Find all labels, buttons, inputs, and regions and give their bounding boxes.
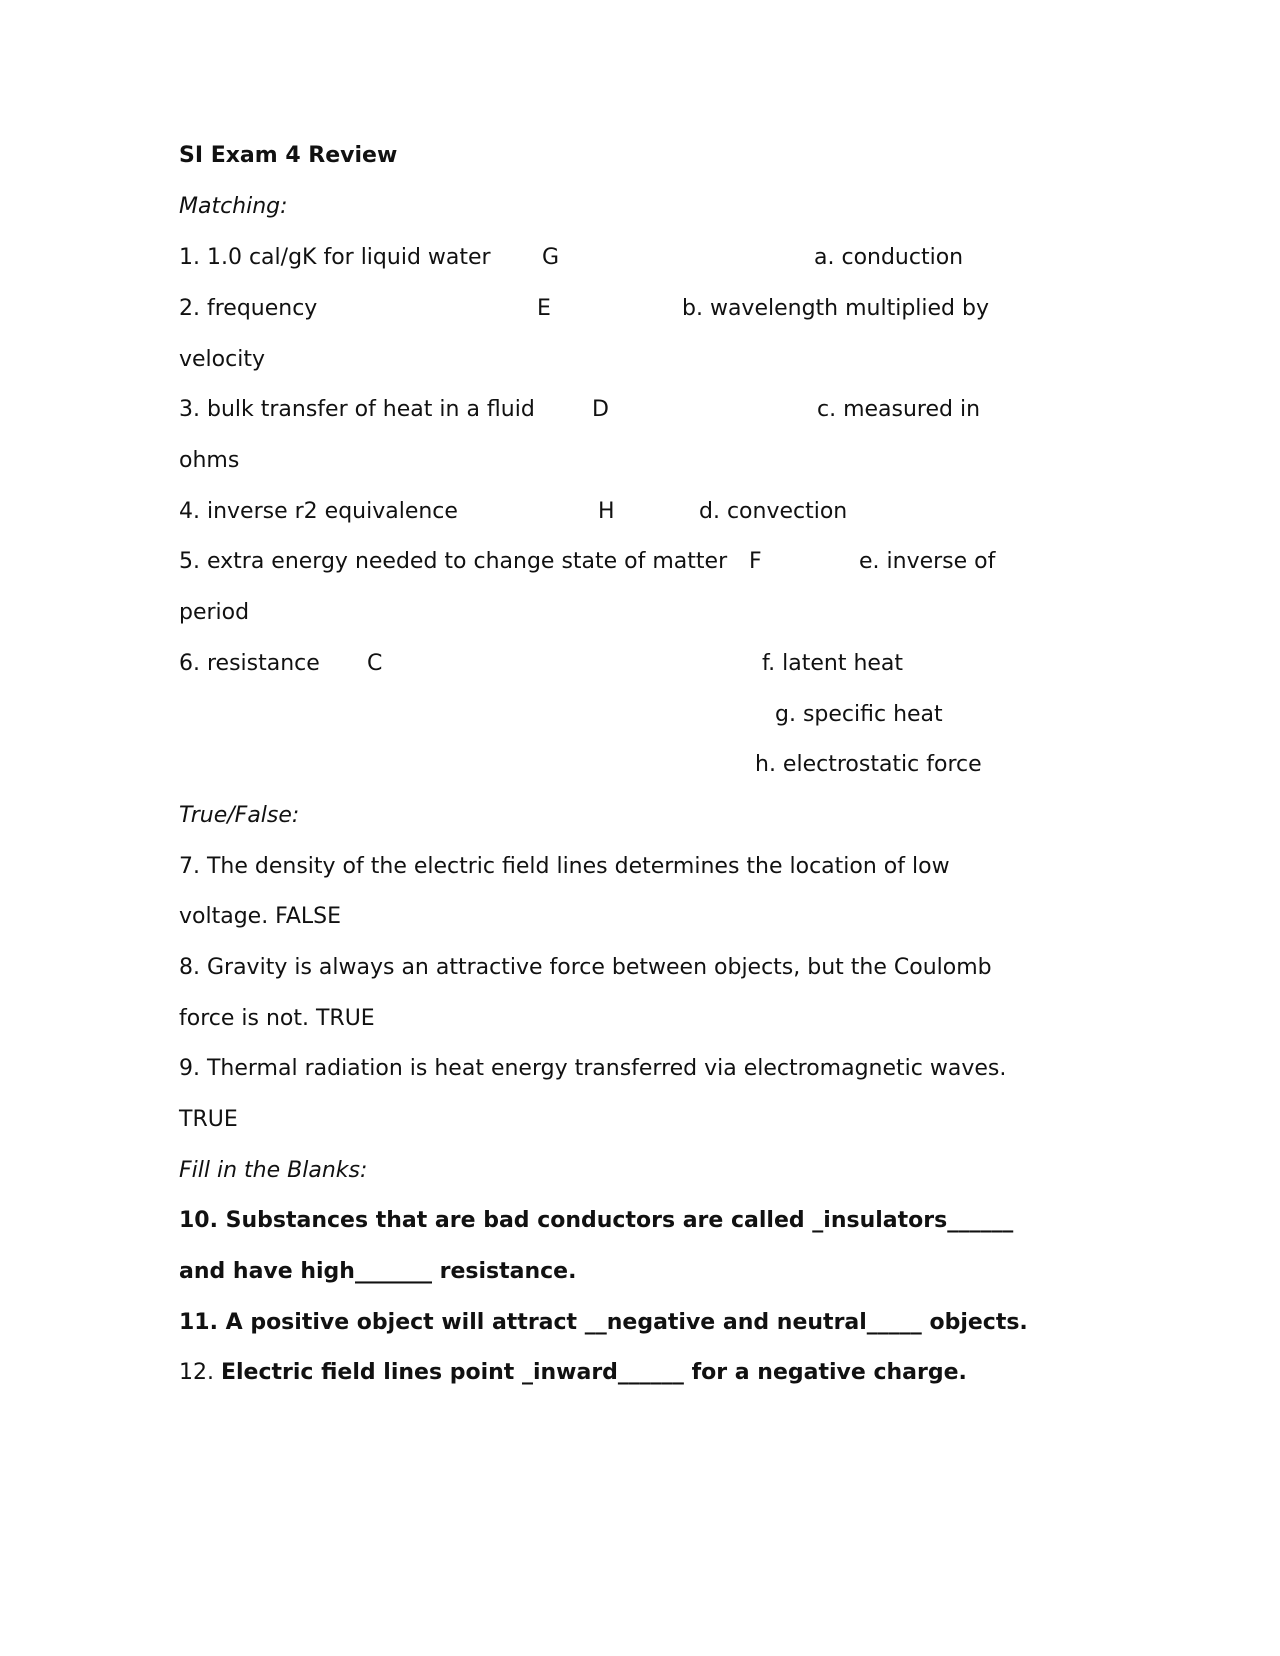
question-12 — [179, 1362, 967, 1384]
matching-option-g: g. specific heat — [775, 702, 943, 727]
matching-heading: Matching: — [179, 194, 288, 219]
matching-item-1: 1. 1.0 cal/gK for liquid water — [179, 245, 491, 270]
matching-answer-1: G — [542, 245, 560, 270]
question-8-line-2: force is not. TRUE — [179, 1006, 375, 1031]
question-9-line-1: 9. Thermal radiation is heat energy transferred via electromagnetic waves. — [179, 1056, 1007, 1081]
matching-answer-4: H — [598, 499, 615, 524]
matching-answer-3: D — [592, 397, 609, 422]
matching-option-e: e. inverse of — [859, 549, 996, 574]
matching-item-3: 3. bulk transfer of heat in a fluid — [179, 397, 535, 422]
question-12-text: Electric field lines point _inward______ for a negative charge. — [220, 1360, 967, 1385]
matching-answer-5: F — [749, 549, 762, 574]
matching-option-b-cont: velocity — [179, 347, 265, 372]
question-9-line-2: TRUE — [179, 1107, 238, 1132]
question-12-number: 12. — [179, 1360, 221, 1385]
matching-option-b: b. wavelength multiplied by — [682, 296, 989, 321]
matching-option-e-cont: period — [179, 600, 250, 625]
question-11: 11. A positive object will attract __negative and neutral_____ objects. — [179, 1310, 1028, 1335]
true-false-heading: True/False: — [179, 803, 300, 828]
question-8-line-1: 8. Gravity is always an attractive force between objects, but the Coulomb — [179, 955, 992, 980]
question-7-line-2: voltage. FALSE — [179, 904, 341, 929]
matching-option-h: h. electrostatic force — [755, 752, 982, 777]
question-10-line-1: 10. Substances that are bad conductors are called _insulators______ — [179, 1208, 1014, 1233]
matching-option-d: d. convection — [699, 499, 848, 524]
matching-item-2: 2. frequency — [179, 296, 318, 321]
matching-option-c: c. measured in — [817, 397, 981, 422]
question-10-line-2: and have high_______ resistance. — [179, 1259, 577, 1284]
matching-option-c-cont: ohms — [179, 448, 240, 473]
matching-item-5: 5. extra energy needed to change state of matter — [179, 549, 728, 574]
page-title: SI Exam 4 Review — [179, 143, 398, 168]
matching-item-6: 6. resistance — [179, 651, 320, 676]
matching-option-a: a. conduction — [814, 245, 964, 270]
matching-answer-2: E — [537, 296, 551, 321]
fill-blanks-heading: Fill in the Blanks: — [179, 1158, 368, 1183]
matching-item-4: 4. inverse r2 equivalence — [179, 499, 458, 524]
question-7-line-1: 7. The density of the electric field lines determines the location of low — [179, 854, 950, 879]
matching-answer-6: C — [367, 651, 383, 676]
matching-option-f: f. latent heat — [762, 651, 904, 676]
